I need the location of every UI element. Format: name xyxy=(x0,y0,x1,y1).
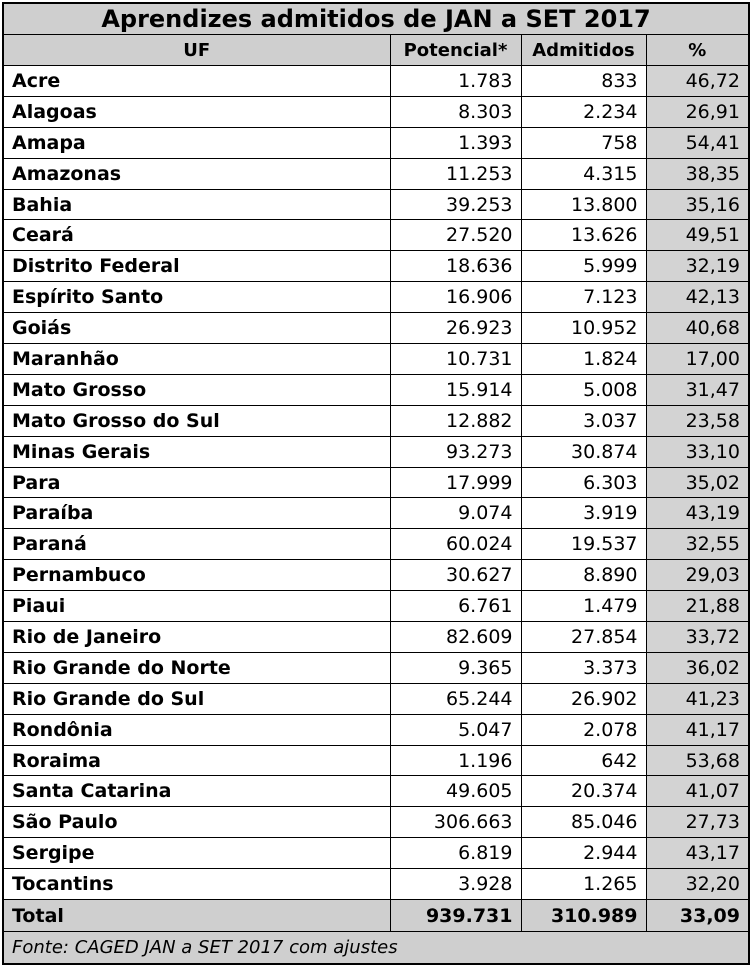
apprentices-table-sheet xyxy=(2,2,748,965)
cell-percent: 32,55 xyxy=(646,529,749,560)
cell-admitidos: 833 xyxy=(521,66,646,97)
table-row xyxy=(3,66,749,97)
cell-admitidos: 642 xyxy=(521,745,646,776)
cell-percent: 35,16 xyxy=(646,189,749,220)
cell-admitidos: 5.008 xyxy=(521,374,646,405)
cell-potencial: 18.636 xyxy=(390,251,521,282)
cell-potencial: 65.244 xyxy=(390,683,521,714)
table-title: Aprendizes admitidos de JAN a SET 2017 xyxy=(3,3,749,35)
cell-potencial: 17.999 xyxy=(390,467,521,498)
cell-potencial: 6.819 xyxy=(390,838,521,869)
cell-admitidos: 10.952 xyxy=(521,313,646,344)
cell-uf: Rio Grande do Norte xyxy=(3,652,390,683)
table-row xyxy=(3,498,749,529)
cell-uf: Para xyxy=(3,467,390,498)
cell-potencial: 39.253 xyxy=(390,189,521,220)
cell-potencial: 1.393 xyxy=(390,127,521,158)
cell-admitidos: 7.123 xyxy=(521,282,646,313)
table-row xyxy=(3,807,749,838)
cell-percent: 32,20 xyxy=(646,869,749,900)
cell-admitidos: 26.902 xyxy=(521,683,646,714)
cell-potencial: 1.196 xyxy=(390,745,521,776)
table-row xyxy=(3,622,749,653)
table-row xyxy=(3,652,749,683)
cell-percent: 31,47 xyxy=(646,374,749,405)
cell-uf: Mato Grosso xyxy=(3,374,390,405)
table-row xyxy=(3,189,749,220)
cell-admitidos: 5.999 xyxy=(521,251,646,282)
table-row xyxy=(3,467,749,498)
cell-admitidos: 4.315 xyxy=(521,158,646,189)
cell-percent: 41,17 xyxy=(646,714,749,745)
table-row xyxy=(3,251,749,282)
total-label: Total xyxy=(3,900,390,932)
cell-admitidos: 19.537 xyxy=(521,529,646,560)
cell-potencial: 1.783 xyxy=(390,66,521,97)
cell-percent: 43,19 xyxy=(646,498,749,529)
cell-admitidos: 6.303 xyxy=(521,467,646,498)
cell-admitidos: 3.373 xyxy=(521,652,646,683)
cell-percent: 27,73 xyxy=(646,807,749,838)
cell-percent: 23,58 xyxy=(646,405,749,436)
cell-uf: Roraima xyxy=(3,745,390,776)
cell-percent: 38,35 xyxy=(646,158,749,189)
cell-admitidos: 13.800 xyxy=(521,189,646,220)
cell-uf: Piaui xyxy=(3,591,390,622)
cell-potencial: 26.923 xyxy=(390,313,521,344)
cell-percent: 36,02 xyxy=(646,652,749,683)
title-row xyxy=(3,3,749,35)
cell-potencial: 12.882 xyxy=(390,405,521,436)
cell-percent: 43,17 xyxy=(646,838,749,869)
cell-uf: Ceará xyxy=(3,220,390,251)
cell-admitidos: 30.874 xyxy=(521,436,646,467)
cell-uf: Maranhão xyxy=(3,344,390,375)
total-percent: 33,09 xyxy=(646,900,749,932)
header-potencial: Potencial* xyxy=(390,35,521,66)
cell-potencial: 11.253 xyxy=(390,158,521,189)
cell-uf: Minas Gerais xyxy=(3,436,390,467)
cell-uf: Paraíba xyxy=(3,498,390,529)
cell-uf: Pernambuco xyxy=(3,560,390,591)
header-percent: % xyxy=(646,35,749,66)
cell-admitidos: 27.854 xyxy=(521,622,646,653)
cell-uf: Distrito Federal xyxy=(3,251,390,282)
cell-uf: Acre xyxy=(3,66,390,97)
table-row xyxy=(3,714,749,745)
table-row xyxy=(3,374,749,405)
apprentices-table xyxy=(2,2,750,965)
cell-potencial: 9.365 xyxy=(390,652,521,683)
cell-potencial: 15.914 xyxy=(390,374,521,405)
cell-potencial: 82.609 xyxy=(390,622,521,653)
table-row xyxy=(3,344,749,375)
cell-uf: Goiás xyxy=(3,313,390,344)
table-row xyxy=(3,282,749,313)
source-note: Fonte: CAGED JAN a SET 2017 com ajustes xyxy=(3,932,749,965)
cell-admitidos: 13.626 xyxy=(521,220,646,251)
cell-potencial: 10.731 xyxy=(390,344,521,375)
cell-uf: São Paulo xyxy=(3,807,390,838)
total-row xyxy=(3,900,749,932)
cell-admitidos: 3.037 xyxy=(521,405,646,436)
cell-uf: Mato Grosso do Sul xyxy=(3,405,390,436)
cell-percent: 41,07 xyxy=(646,776,749,807)
table-row xyxy=(3,529,749,560)
cell-potencial: 3.928 xyxy=(390,869,521,900)
table-row xyxy=(3,745,749,776)
cell-potencial: 6.761 xyxy=(390,591,521,622)
cell-admitidos: 2.078 xyxy=(521,714,646,745)
cell-uf: Paraná xyxy=(3,529,390,560)
cell-potencial: 49.605 xyxy=(390,776,521,807)
cell-percent: 29,03 xyxy=(646,560,749,591)
table-row xyxy=(3,776,749,807)
table-row xyxy=(3,591,749,622)
cell-potencial: 27.520 xyxy=(390,220,521,251)
cell-admitidos: 2.234 xyxy=(521,96,646,127)
cell-uf: Rondônia xyxy=(3,714,390,745)
cell-admitidos: 85.046 xyxy=(521,807,646,838)
cell-admitidos: 20.374 xyxy=(521,776,646,807)
cell-percent: 21,88 xyxy=(646,591,749,622)
cell-potencial: 306.663 xyxy=(390,807,521,838)
cell-potencial: 5.047 xyxy=(390,714,521,745)
table-row xyxy=(3,158,749,189)
cell-percent: 41,23 xyxy=(646,683,749,714)
table-row xyxy=(3,436,749,467)
cell-potencial: 9.074 xyxy=(390,498,521,529)
cell-potencial: 60.024 xyxy=(390,529,521,560)
cell-percent: 32,19 xyxy=(646,251,749,282)
cell-uf: Rio Grande do Sul xyxy=(3,683,390,714)
cell-admitidos: 1.479 xyxy=(521,591,646,622)
cell-uf: Tocantins xyxy=(3,869,390,900)
cell-percent: 42,13 xyxy=(646,282,749,313)
table-row xyxy=(3,96,749,127)
header-row xyxy=(3,35,749,66)
cell-percent: 17,00 xyxy=(646,344,749,375)
cell-potencial: 8.303 xyxy=(390,96,521,127)
total-potencial: 939.731 xyxy=(390,900,521,932)
cell-admitidos: 758 xyxy=(521,127,646,158)
total-admitidos: 310.989 xyxy=(521,900,646,932)
source-row xyxy=(3,932,749,965)
cell-admitidos: 1.824 xyxy=(521,344,646,375)
cell-admitidos: 3.919 xyxy=(521,498,646,529)
cell-uf: Amapa xyxy=(3,127,390,158)
cell-percent: 54,41 xyxy=(646,127,749,158)
table-row xyxy=(3,220,749,251)
cell-percent: 33,72 xyxy=(646,622,749,653)
cell-percent: 46,72 xyxy=(646,66,749,97)
cell-uf: Amazonas xyxy=(3,158,390,189)
cell-percent: 35,02 xyxy=(646,467,749,498)
table-row xyxy=(3,683,749,714)
table-row xyxy=(3,838,749,869)
cell-potencial: 16.906 xyxy=(390,282,521,313)
cell-uf: Bahia xyxy=(3,189,390,220)
cell-uf: Santa Catarina xyxy=(3,776,390,807)
table-row xyxy=(3,869,749,900)
cell-admitidos: 2.944 xyxy=(521,838,646,869)
cell-percent: 26,91 xyxy=(646,96,749,127)
cell-percent: 40,68 xyxy=(646,313,749,344)
cell-uf: Alagoas xyxy=(3,96,390,127)
table-row xyxy=(3,127,749,158)
cell-percent: 49,51 xyxy=(646,220,749,251)
header-admitidos: Admitidos xyxy=(521,35,646,66)
cell-potencial: 30.627 xyxy=(390,560,521,591)
table-row xyxy=(3,405,749,436)
cell-uf: Sergipe xyxy=(3,838,390,869)
cell-percent: 53,68 xyxy=(646,745,749,776)
header-uf: UF xyxy=(3,35,390,66)
table-row xyxy=(3,313,749,344)
cell-percent: 33,10 xyxy=(646,436,749,467)
cell-admitidos: 8.890 xyxy=(521,560,646,591)
table-row xyxy=(3,560,749,591)
cell-uf: Rio de Janeiro xyxy=(3,622,390,653)
cell-uf: Espírito Santo xyxy=(3,282,390,313)
cell-potencial: 93.273 xyxy=(390,436,521,467)
cell-admitidos: 1.265 xyxy=(521,869,646,900)
